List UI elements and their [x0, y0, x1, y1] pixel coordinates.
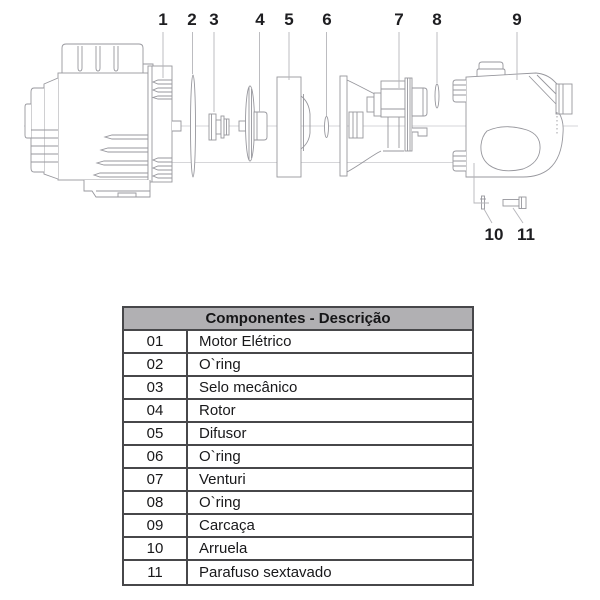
washer-drawing: [480, 196, 486, 209]
component-description: O`ring: [199, 356, 241, 373]
component-description: Rotor: [199, 402, 236, 419]
callout-11: 11: [517, 225, 535, 244]
component-number: 06: [124, 446, 188, 467]
component-number: 07: [124, 469, 188, 490]
component-number: 02: [124, 354, 188, 375]
component-number: 09: [124, 515, 188, 536]
callout-5: 5: [284, 10, 294, 29]
table-row: [124, 377, 472, 400]
o-ring-2-drawing: [191, 75, 196, 177]
component-description: Selo mecânico: [199, 379, 298, 396]
o-ring-6-drawing: [325, 117, 329, 138]
o-ring-8-drawing: [435, 84, 439, 108]
component-number: 08: [124, 492, 188, 513]
component-number: 01: [124, 331, 188, 352]
callout-4: 4: [255, 10, 265, 29]
table-title: Componentes - Descrição: [124, 308, 472, 331]
table-row: [124, 400, 472, 423]
table-row: [124, 469, 472, 492]
component-number: 11: [124, 561, 188, 584]
component-number: 05: [124, 423, 188, 444]
component-description: O`ring: [199, 494, 241, 511]
callout-3: 3: [209, 10, 219, 29]
callout-7: 7: [394, 10, 404, 29]
callout-8: 8: [432, 10, 442, 29]
component-description: Motor Elétrico: [199, 333, 292, 350]
hex-screw-drawing: [503, 197, 526, 209]
component-number: 10: [124, 538, 188, 559]
component-description: Parafuso sextavado: [199, 564, 332, 581]
table-row: [124, 561, 472, 584]
component-description: Venturi: [199, 471, 246, 488]
components-table: [122, 306, 474, 586]
component-description: Arruela: [199, 540, 248, 557]
casing-drawing: [453, 62, 572, 177]
table-row: [124, 423, 472, 446]
rotor-drawing: [239, 86, 267, 161]
component-description: Carcaça: [199, 517, 255, 534]
table-row: [124, 354, 472, 377]
component-number: 03: [124, 377, 188, 398]
component-description: Difusor: [199, 425, 247, 442]
table-row: [124, 515, 472, 538]
table-row: [124, 538, 472, 561]
callout-9: 9: [512, 10, 522, 29]
component-description: O`ring: [199, 448, 241, 465]
table-row: [124, 446, 472, 469]
component-number: 04: [124, 400, 188, 421]
mechanical-seal-drawing: [209, 114, 229, 140]
callout-10: 10: [484, 225, 504, 244]
callout-2: 2: [187, 10, 197, 29]
motor-drawing: [25, 44, 181, 197]
table-row: [124, 492, 472, 515]
callout-6: 6: [322, 10, 332, 29]
diffuser-drawing: [277, 77, 310, 177]
table-row: [124, 331, 472, 354]
callout-1: 1: [158, 10, 168, 29]
